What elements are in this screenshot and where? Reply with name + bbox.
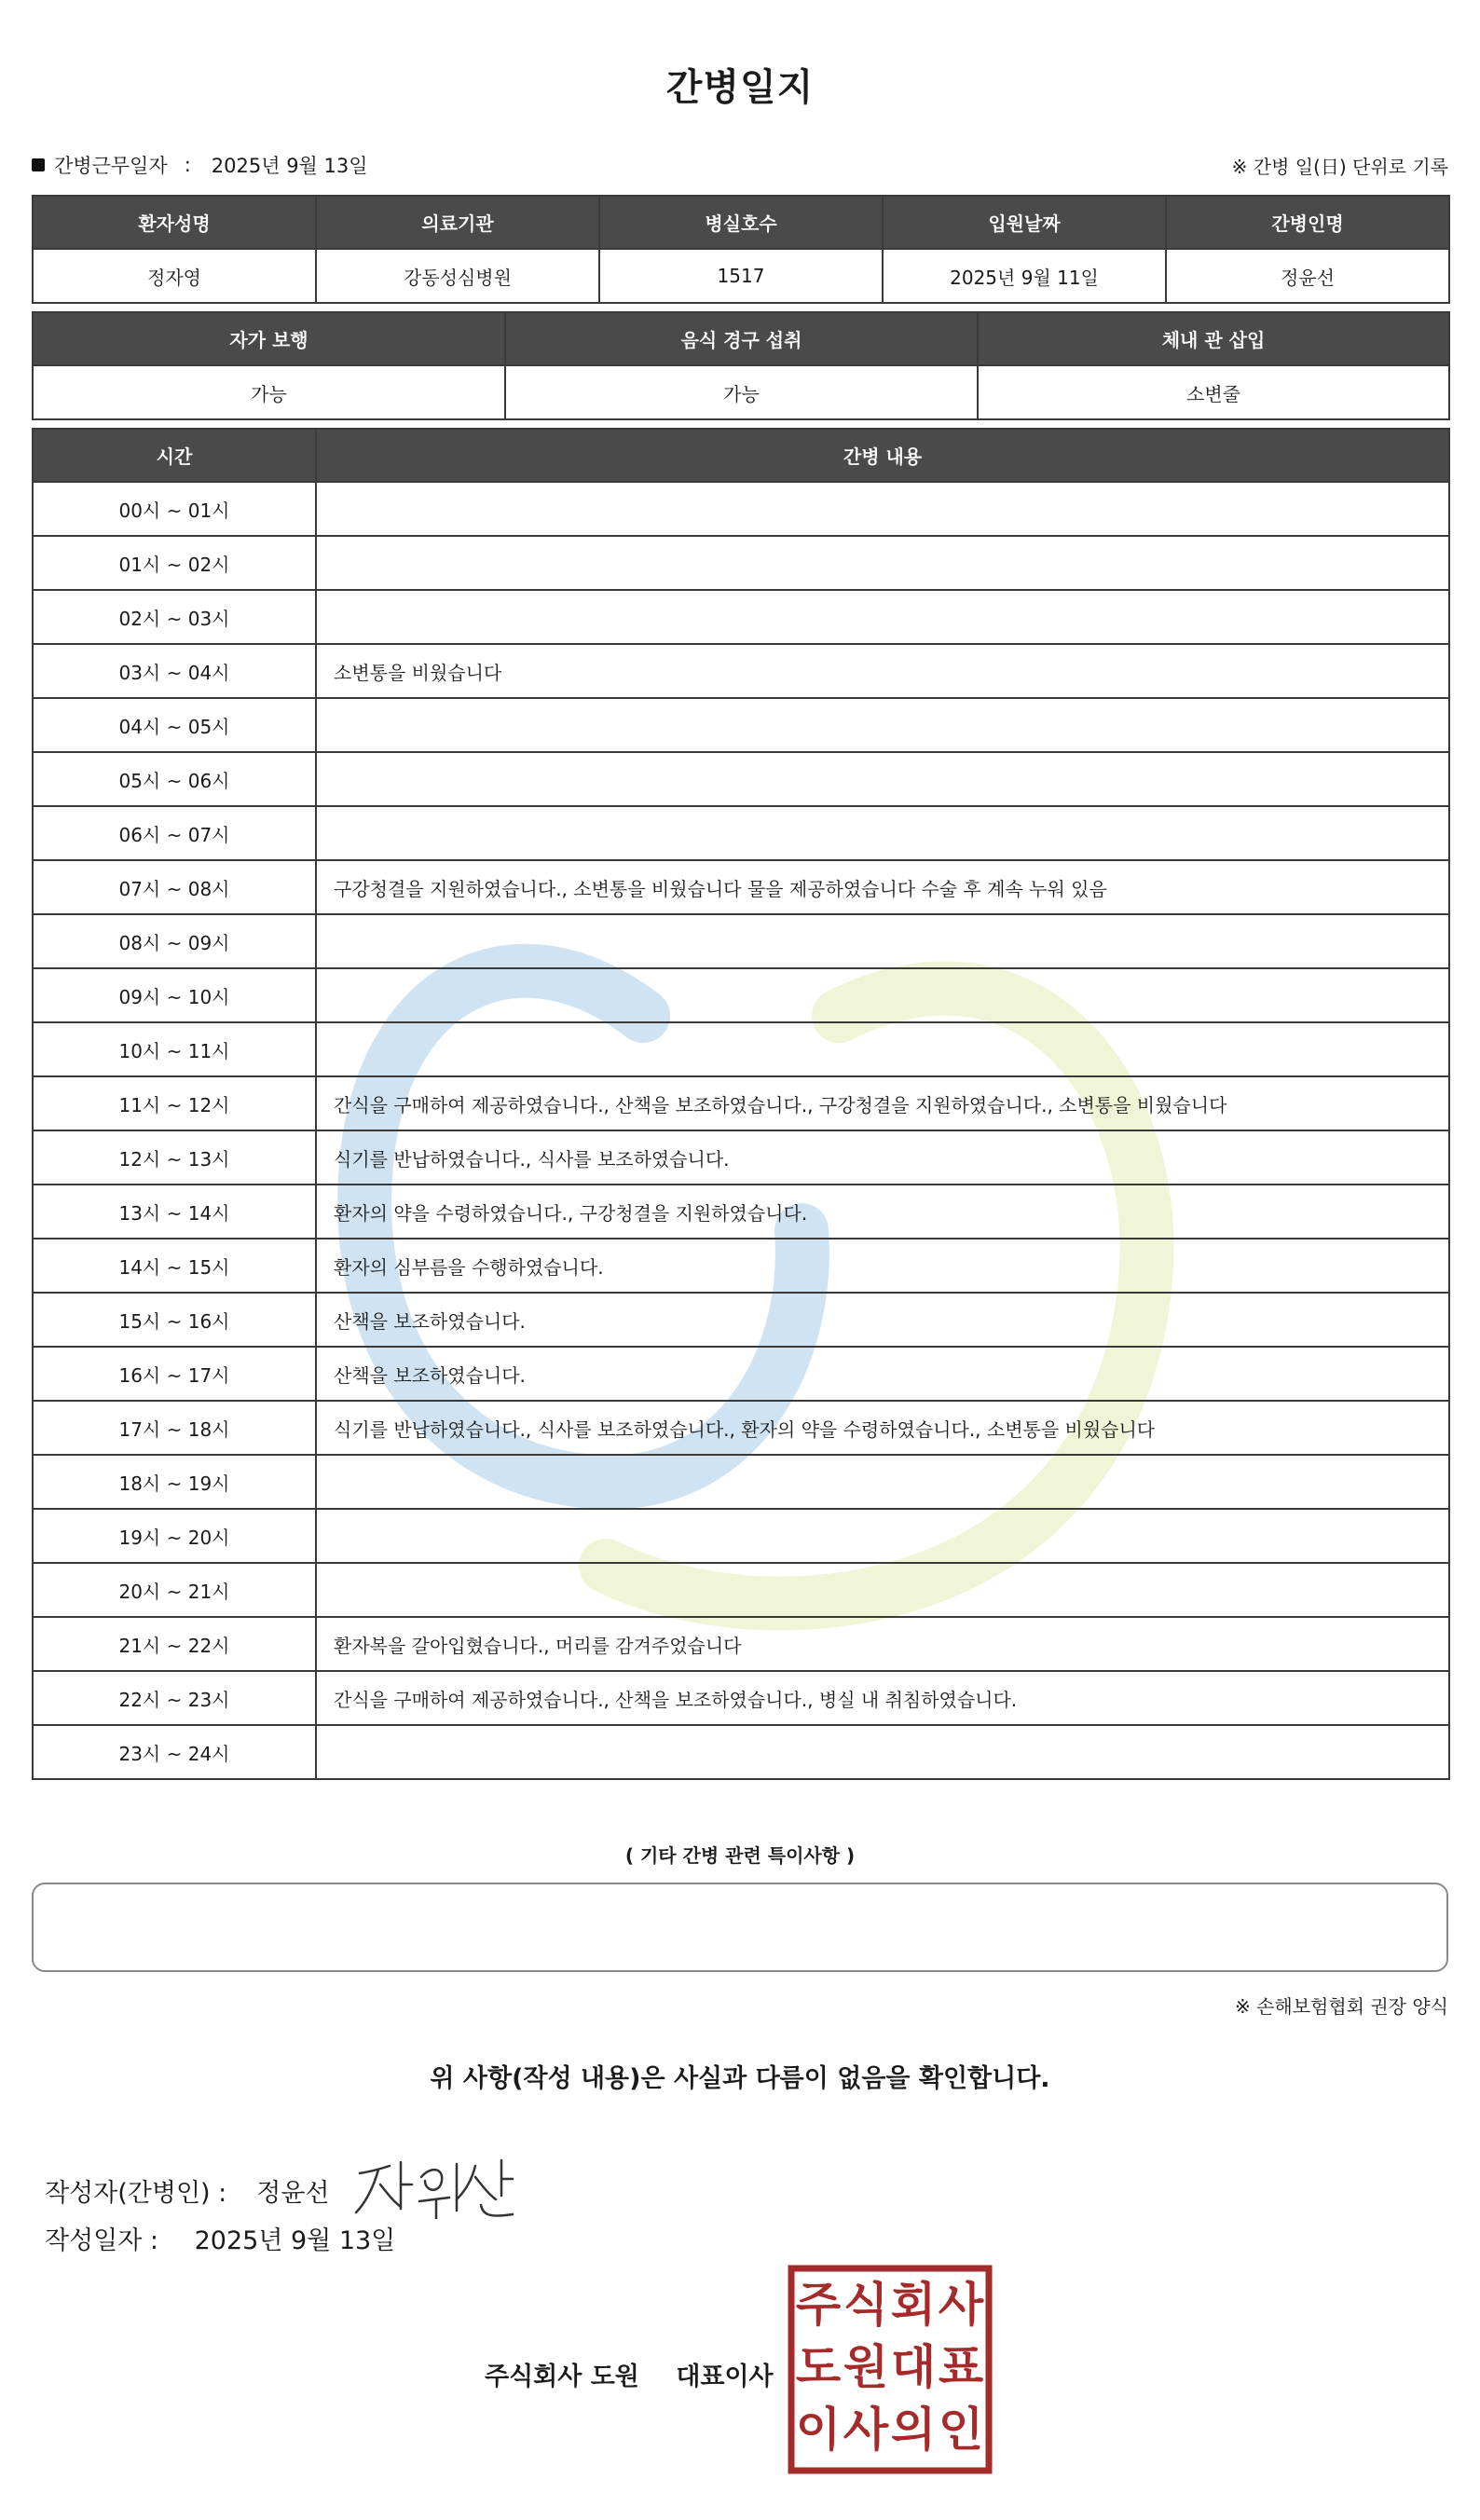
written-date-line — [45, 2220, 395, 2256]
room-number: 1517 — [599, 249, 883, 303]
written-date-label: 작성일자 : — [45, 2226, 159, 2255]
other-notes-box — [32, 1883, 1448, 1972]
log-row — [33, 1617, 1449, 1671]
patient-name: 정자영 — [33, 249, 316, 303]
log-content: 식기를 반납하였습니다., 식사를 보조하였습니다., 환자의 약을 수령하였습니다., 소변통을 비웠습니다 — [316, 1401, 1449, 1455]
log-time: 21시 ~ 22시 — [33, 1617, 316, 1671]
log-row — [33, 698, 1449, 752]
confirmation-statement: 위 사항(작성 내용)은 사실과 다름이 없음을 확인합니다. — [430, 2064, 1050, 2093]
patient-info-table — [32, 195, 1450, 304]
log-time: 16시 ~ 17시 — [33, 1347, 316, 1401]
caregiver-name: 정윤선 — [1166, 249, 1449, 303]
log-time: 08시 ~ 09시 — [33, 914, 316, 968]
log-content — [316, 1455, 1449, 1509]
log-time: 22시 ~ 23시 — [33, 1671, 316, 1725]
log-content: 환자복을 갈아입혔습니다., 머리를 감겨주었습니다 — [316, 1617, 1449, 1671]
seal-character: 이 — [795, 2403, 842, 2457]
log-content — [316, 590, 1449, 644]
seal-character: 회 — [890, 2278, 937, 2332]
writer-name: 정윤선 — [256, 2178, 330, 2208]
seal-character: 도 — [795, 2340, 842, 2394]
page-title: 간병일지 — [665, 66, 815, 109]
log-time: 18시 ~ 19시 — [33, 1455, 316, 1509]
log-content — [316, 698, 1449, 752]
care-log-table — [32, 428, 1450, 1780]
log-row — [33, 1509, 1449, 1563]
header-care-content: 간병 내용 — [316, 429, 1449, 482]
log-row — [33, 1076, 1449, 1130]
log-row — [33, 1563, 1449, 1617]
bullet-square-icon — [32, 158, 45, 171]
log-time: 05시 ~ 06시 — [33, 752, 316, 806]
log-row — [33, 644, 1449, 698]
log-row — [33, 1293, 1449, 1347]
log-time: 00시 ~ 01시 — [33, 482, 316, 536]
log-content — [316, 482, 1449, 536]
seal-character: 표 — [938, 2340, 984, 2394]
log-content — [316, 536, 1449, 590]
log-content — [316, 1725, 1449, 1779]
work-date-separator: : — [184, 154, 191, 176]
log-content: 소변통을 비웠습니다 — [316, 644, 1449, 698]
log-time: 11시 ~ 12시 — [33, 1076, 316, 1130]
log-time: 14시 ~ 15시 — [33, 1239, 316, 1293]
admission-date: 2025년 9월 11일 — [883, 249, 1166, 303]
header-patient-name: 환자성명 — [33, 196, 316, 249]
log-time: 07시 ~ 08시 — [33, 860, 316, 914]
log-time: 23시 ~ 24시 — [33, 1725, 316, 1779]
log-row — [33, 1455, 1449, 1509]
seal-character: 인 — [938, 2403, 984, 2457]
signature — [352, 2153, 520, 2227]
log-content: 간식을 구매하여 제공하였습니다., 산책을 보조하였습니다., 병실 내 취침하였습니다. — [316, 1671, 1449, 1725]
log-row — [33, 1185, 1449, 1239]
company-line — [485, 2356, 774, 2392]
oral-intake: 가능 — [505, 365, 978, 419]
company-rep-title: 대표이사 — [676, 2362, 774, 2391]
written-date-value: 2025년 9월 13일 — [194, 2226, 396, 2255]
log-row — [33, 968, 1449, 1022]
log-time: 19시 ~ 20시 — [33, 1509, 316, 1563]
company-seal — [788, 2265, 993, 2474]
seal-character: 사 — [843, 2403, 889, 2457]
tube-insertion: 소변줄 — [978, 365, 1449, 419]
log-time: 02시 ~ 03시 — [33, 590, 316, 644]
log-time: 09시 ~ 10시 — [33, 968, 316, 1022]
header-caregiver-name: 간병인명 — [1166, 196, 1449, 249]
log-content — [316, 806, 1449, 860]
log-content: 환자의 심부름을 수행하였습니다. — [316, 1239, 1449, 1293]
seal-character: 사 — [938, 2278, 984, 2332]
log-content — [316, 968, 1449, 1022]
log-content: 환자의 약을 수령하였습니다., 구강청결을 지원하였습니다. — [316, 1185, 1449, 1239]
log-time: 12시 ~ 13시 — [33, 1130, 316, 1185]
work-date — [32, 151, 368, 179]
log-row — [33, 536, 1449, 590]
log-row — [33, 1671, 1449, 1725]
log-content — [316, 914, 1449, 968]
header-time: 시간 — [33, 429, 316, 482]
log-row — [33, 482, 1449, 536]
log-row — [33, 1239, 1449, 1293]
patient-status-table — [32, 311, 1450, 420]
log-content: 산책을 보조하였습니다. — [316, 1347, 1449, 1401]
log-content: 산책을 보조하였습니다. — [316, 1293, 1449, 1347]
header-hospital: 의료기관 — [316, 196, 599, 249]
log-time: 20시 ~ 21시 — [33, 1563, 316, 1617]
log-time: 10시 ~ 11시 — [33, 1022, 316, 1076]
log-row — [33, 1022, 1449, 1076]
log-time: 03시 ~ 04시 — [33, 644, 316, 698]
seal-character: 식 — [843, 2278, 889, 2332]
header-admission-date: 입원날짜 — [883, 196, 1166, 249]
log-content: 간식을 구매하여 제공하였습니다., 산책을 보조하였습니다., 구강청결을 지원하였습니다., 소변통을 비웠습니다 — [316, 1076, 1449, 1130]
work-date-label: 간병근무일자 — [54, 155, 168, 177]
log-row — [33, 1401, 1449, 1455]
seal-character: 주 — [795, 2278, 842, 2332]
log-time: 15시 ~ 16시 — [33, 1293, 316, 1347]
log-content — [316, 1563, 1449, 1617]
header-self-walking: 자가 보행 — [33, 312, 505, 365]
header-room-number: 병실호수 — [599, 196, 883, 249]
work-date-value: 2025년 9월 13일 — [211, 155, 368, 177]
writer-line — [45, 2153, 520, 2227]
log-time: 17시 ~ 18시 — [33, 1401, 316, 1455]
header-oral-intake: 음식 경구 섭취 — [505, 312, 978, 365]
log-row — [33, 590, 1449, 644]
seal-character: 대 — [890, 2340, 937, 2394]
log-content: 구강청결을 지원하였습니다., 소변통을 비웠습니다 물을 제공하였습니다 수술 후 계속 누워 있음 — [316, 860, 1449, 914]
self-walking: 가능 — [33, 365, 505, 419]
writer-label: 작성자(간병인) : — [45, 2178, 227, 2208]
log-time: 01시 ~ 02시 — [33, 536, 316, 590]
log-time: 04시 ~ 05시 — [33, 698, 316, 752]
log-content — [316, 752, 1449, 806]
log-row — [33, 806, 1449, 860]
log-row — [33, 752, 1449, 806]
seal-character: 의 — [890, 2403, 937, 2457]
insurance-form-note: ※ 손해보험협회 권장 양식 — [1234, 1995, 1448, 2018]
other-notes-label: ( 기타 간병 관련 특이사항 ) — [624, 1844, 856, 1867]
seal-character: 원 — [843, 2340, 889, 2394]
record-unit-note: ※ 간병 일(日) 단위로 기록 — [1231, 156, 1448, 178]
company-name: 주식회사 도원 — [485, 2362, 639, 2391]
log-content — [316, 1509, 1449, 1563]
log-row — [33, 1347, 1449, 1401]
header-tube-insertion: 체내 관 삽입 — [978, 312, 1449, 365]
log-time: 06시 ~ 07시 — [33, 806, 316, 860]
log-row — [33, 914, 1449, 968]
log-time: 13시 ~ 14시 — [33, 1185, 316, 1239]
log-content: 식기를 반납하였습니다., 식사를 보조하였습니다. — [316, 1130, 1449, 1185]
log-row — [33, 860, 1449, 914]
hospital: 강동성심병원 — [316, 249, 599, 303]
log-row — [33, 1130, 1449, 1185]
log-content — [316, 1022, 1449, 1076]
log-row — [33, 1725, 1449, 1779]
